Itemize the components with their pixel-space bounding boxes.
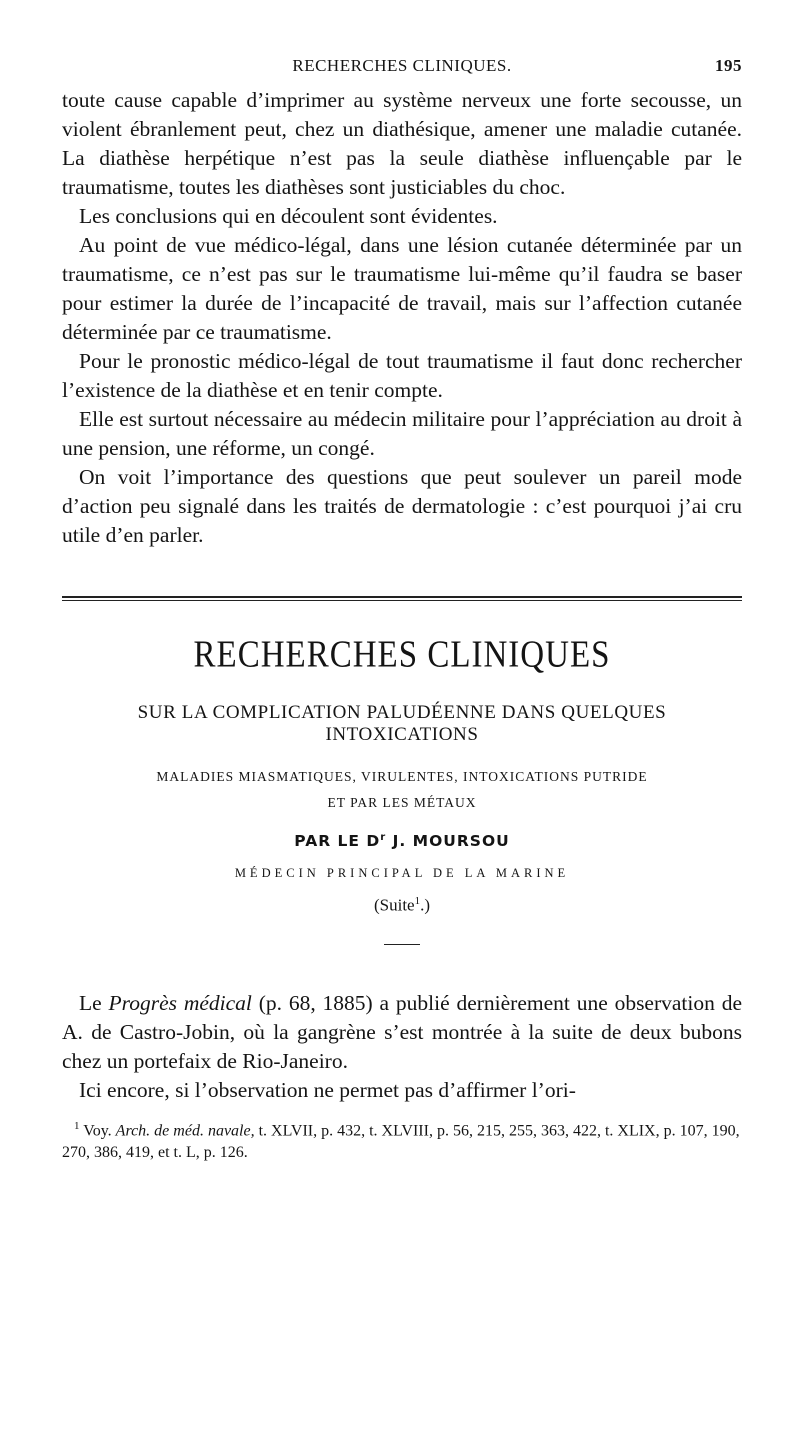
footnote (62, 1115, 742, 1164)
footnote-journal: Arch. de méd. navale, (115, 1122, 255, 1140)
footnote-marker: 1 (74, 1119, 80, 1132)
article-subtitle: SUR LA COMPLICATION PALUDÉENNE DANS QUELQUES INTOXICATIONS (137, 702, 667, 745)
paragraph: Pour le pronostic médico-légal de tout traumatisme il faut donc rechercher l’existence de la diathèse et en tenir compte. (62, 349, 742, 402)
paragraph: Ici encore, si l’observation ne permet pas d’affirmer l’ori- (79, 1077, 576, 1102)
running-title: RECHERCHES CLINIQUES. (292, 56, 512, 75)
paragraph (62, 989, 742, 1076)
secondary-subtitle-line: ET PAR LES MÉTAUX (327, 795, 477, 810)
paragraph: On voit l’importance des questions que peut soulever un pareil mode d’action peu signalé dans les traités de dermatologie : c’est pourquoi j’ai cru utile d’en parler. (62, 465, 742, 547)
running-head (62, 56, 742, 86)
paragraph: Les conclusions qui en découlent sont évidentes. (79, 204, 498, 228)
section-divider (62, 596, 742, 601)
suite-label: (Suite (373, 895, 415, 915)
author-line (62, 832, 742, 850)
suite-close: .) (420, 895, 431, 915)
paragraph-text: Le (79, 990, 109, 1015)
page (62, 56, 742, 1164)
author-name: J. MOURSOU (392, 832, 510, 851)
page-number: 195 (715, 56, 742, 75)
author-prefix-sup: r (380, 832, 387, 843)
continuation-note (62, 895, 742, 916)
paragraph: Au point de vue médico-légal, dans une lésion cutanée déterminée par un traumatisme, ce n’est pas sur le traumatisme lui-même qu’il faudra se baser pour estimer la durée de l’incapacité de travail, mais sur l’affection cutanée déterminée par ce traumatisme. (62, 233, 742, 344)
footnote-text: t. XLVII, p. 432, t. XLVIII, p. 56, 215, 255, 363, 422, t. XLIX, p. 107, 190, 270, 386, 419, et t. L, p. 126. (62, 1122, 740, 1162)
paragraph: Elle est surtout nécessaire au médecin militaire pour l’appréciation au droit à une pension, une réforme, un congé. (62, 407, 742, 460)
footnote-ref: 1 (414, 895, 421, 908)
short-divider (384, 944, 420, 945)
author-affiliation: MÉDECIN PRINCIPAL DE LA MARINE (234, 866, 570, 881)
article-secondary-subtitle (62, 764, 742, 816)
author-prefix: PAR LE D (294, 832, 381, 851)
article-title: RECHERCHES CLINIQUES (193, 634, 611, 676)
secondary-subtitle-line: MALADIES MIASMATIQUES, VIRULENTES, INTOXICATIONS PUTRIDE (156, 769, 648, 784)
article-text (62, 989, 742, 1105)
footnote-text: Voy. (79, 1122, 116, 1140)
journal-title: Progrès médical (108, 990, 252, 1015)
paragraph: toute cause capable d’imprimer au système nerveux une forte secousse, un violent ébranlement peut, chez un diathésique, amener une maladie cutanée. La diathèse herpétique n’est pas la seule diathèse influençable par le traumatisme, toutes les diathèses sont justiciables du choc. (62, 88, 742, 199)
paragraph-text: (p. 68, 1885) a publié dernièrement une observation de A. de Castro-Jobin, où la gangrène s’est montrée à la suite de deux bubons chez un portefaix de Rio-Janeiro. (62, 990, 742, 1073)
previous-article-text (62, 86, 742, 550)
